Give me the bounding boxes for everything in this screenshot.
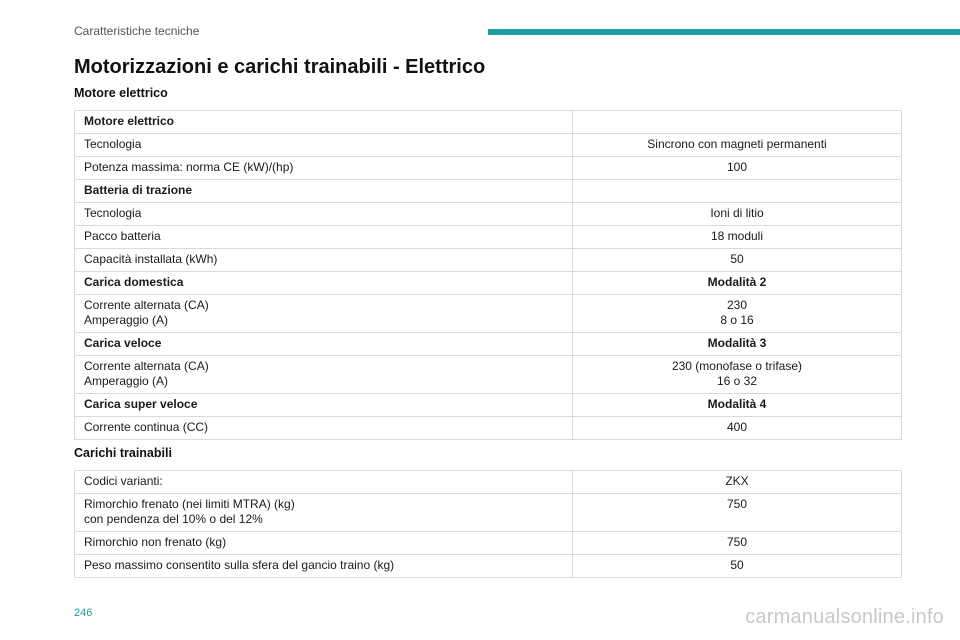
table-row (75, 494, 902, 532)
table-row (75, 272, 902, 295)
table-row (75, 134, 902, 157)
row-value (573, 249, 902, 272)
row-label (75, 471, 573, 494)
row-value (573, 471, 902, 494)
row-label-line: Motore elettrico (84, 114, 175, 128)
row-value-line: Sincrono con magneti permanenti (647, 137, 827, 151)
row-label-line: Batteria di trazione (84, 183, 193, 197)
table-row (75, 295, 902, 333)
row-label (75, 295, 573, 333)
row-label-line: Potenza massima: norma CE (kW)/(hp) (84, 160, 294, 174)
row-value (573, 134, 902, 157)
table-row (75, 157, 902, 180)
row-value (573, 555, 902, 578)
towing-spec-table (74, 470, 902, 578)
row-label (75, 532, 573, 555)
row-value-line: 50 (730, 558, 744, 572)
row-label-line: Carica domestica (84, 275, 184, 289)
row-label-line: Capacità installata (kWh) (84, 252, 218, 266)
row-label-line: Corrente continua (CC) (84, 420, 209, 434)
row-label-line: Rimorchio frenato (nei limiti MTRA) (kg) (84, 497, 295, 511)
row-label (75, 272, 573, 295)
row-label-line: Rimorchio non frenato (kg) (84, 535, 227, 549)
row-value-line: Modalità 4 (707, 397, 767, 411)
row-label-line: Amperaggio (A) (84, 374, 169, 388)
row-value-line: 100 (726, 160, 748, 174)
table-row (75, 471, 902, 494)
row-value (573, 356, 902, 394)
header-accent-bar (488, 29, 960, 35)
row-label-line: Amperaggio (A) (84, 313, 169, 327)
table-row (75, 249, 902, 272)
row-value (573, 111, 902, 134)
table-row (75, 180, 902, 203)
row-value-line: 750 (726, 535, 748, 549)
table-row (75, 417, 902, 440)
row-label-line: Carica veloce (84, 336, 162, 350)
row-label (75, 494, 573, 532)
table-row (75, 555, 902, 578)
row-label-line: Peso massimo consentito sulla sfera del gancio traino (kg) (84, 558, 395, 572)
row-label (75, 226, 573, 249)
row-value (573, 203, 902, 226)
row-label-line: Carica super veloce (84, 397, 198, 411)
row-value (573, 394, 902, 417)
row-label (75, 417, 573, 440)
row-label (75, 394, 573, 417)
row-value-line: 230 (monofase o trifase) (671, 359, 803, 373)
row-label-line: Tecnologia (84, 137, 142, 151)
row-value-line: Modalità 3 (707, 336, 767, 350)
row-value-line: Ioni di litio (710, 206, 764, 220)
row-label-line: Pacco batteria (84, 229, 161, 243)
watermark-text: carmanualsonline.info (745, 606, 944, 628)
table-row (75, 532, 902, 555)
row-value-line: 50 (730, 252, 744, 266)
row-label (75, 203, 573, 226)
row-value-line: Modalità 2 (707, 275, 767, 289)
page-number: 246 (74, 607, 93, 619)
row-value (573, 333, 902, 356)
row-value-line: 750 (726, 497, 748, 511)
row-label-line: con pendenza del 10% o del 12% (84, 512, 263, 526)
row-label-line: Codici varianti: (84, 474, 163, 488)
table-row (75, 333, 902, 356)
row-value-line: ZKX (725, 474, 749, 488)
row-value-line: 230 (726, 298, 748, 312)
table-row (75, 356, 902, 394)
row-label (75, 180, 573, 203)
page-title: Motorizzazioni e carichi trainabili - Elettrico (74, 56, 486, 78)
row-label (75, 157, 573, 180)
towing-section-title: Carichi trainabili (74, 446, 172, 460)
row-label (75, 134, 573, 157)
section-header: Caratteristiche tecniche (74, 24, 200, 38)
row-label-line: Corrente alternata (CA) (84, 298, 209, 312)
motor-section-title: Motore elettrico (74, 86, 168, 100)
row-label (75, 356, 573, 394)
row-value-line: 18 moduli (710, 229, 764, 243)
row-value (573, 180, 902, 203)
row-label (75, 333, 573, 356)
row-value (573, 494, 902, 532)
motor-spec-table (74, 110, 902, 440)
row-value (573, 272, 902, 295)
row-label-line: Tecnologia (84, 206, 142, 220)
row-label-line: Corrente alternata (CA) (84, 359, 209, 373)
row-label (75, 555, 573, 578)
table-row (75, 226, 902, 249)
motor-spec-rows (75, 111, 902, 440)
table-row (75, 203, 902, 226)
table-row (75, 111, 902, 134)
row-value (573, 417, 902, 440)
row-value-line: 8 o 16 (720, 313, 754, 327)
towing-spec-rows (75, 471, 902, 578)
row-value (573, 532, 902, 555)
row-value (573, 295, 902, 333)
row-label (75, 249, 573, 272)
row-label (75, 111, 573, 134)
table-row (75, 394, 902, 417)
row-value (573, 157, 902, 180)
row-value-line: 16 o 32 (716, 374, 758, 388)
row-value-line: 400 (726, 420, 748, 434)
row-value (573, 226, 902, 249)
